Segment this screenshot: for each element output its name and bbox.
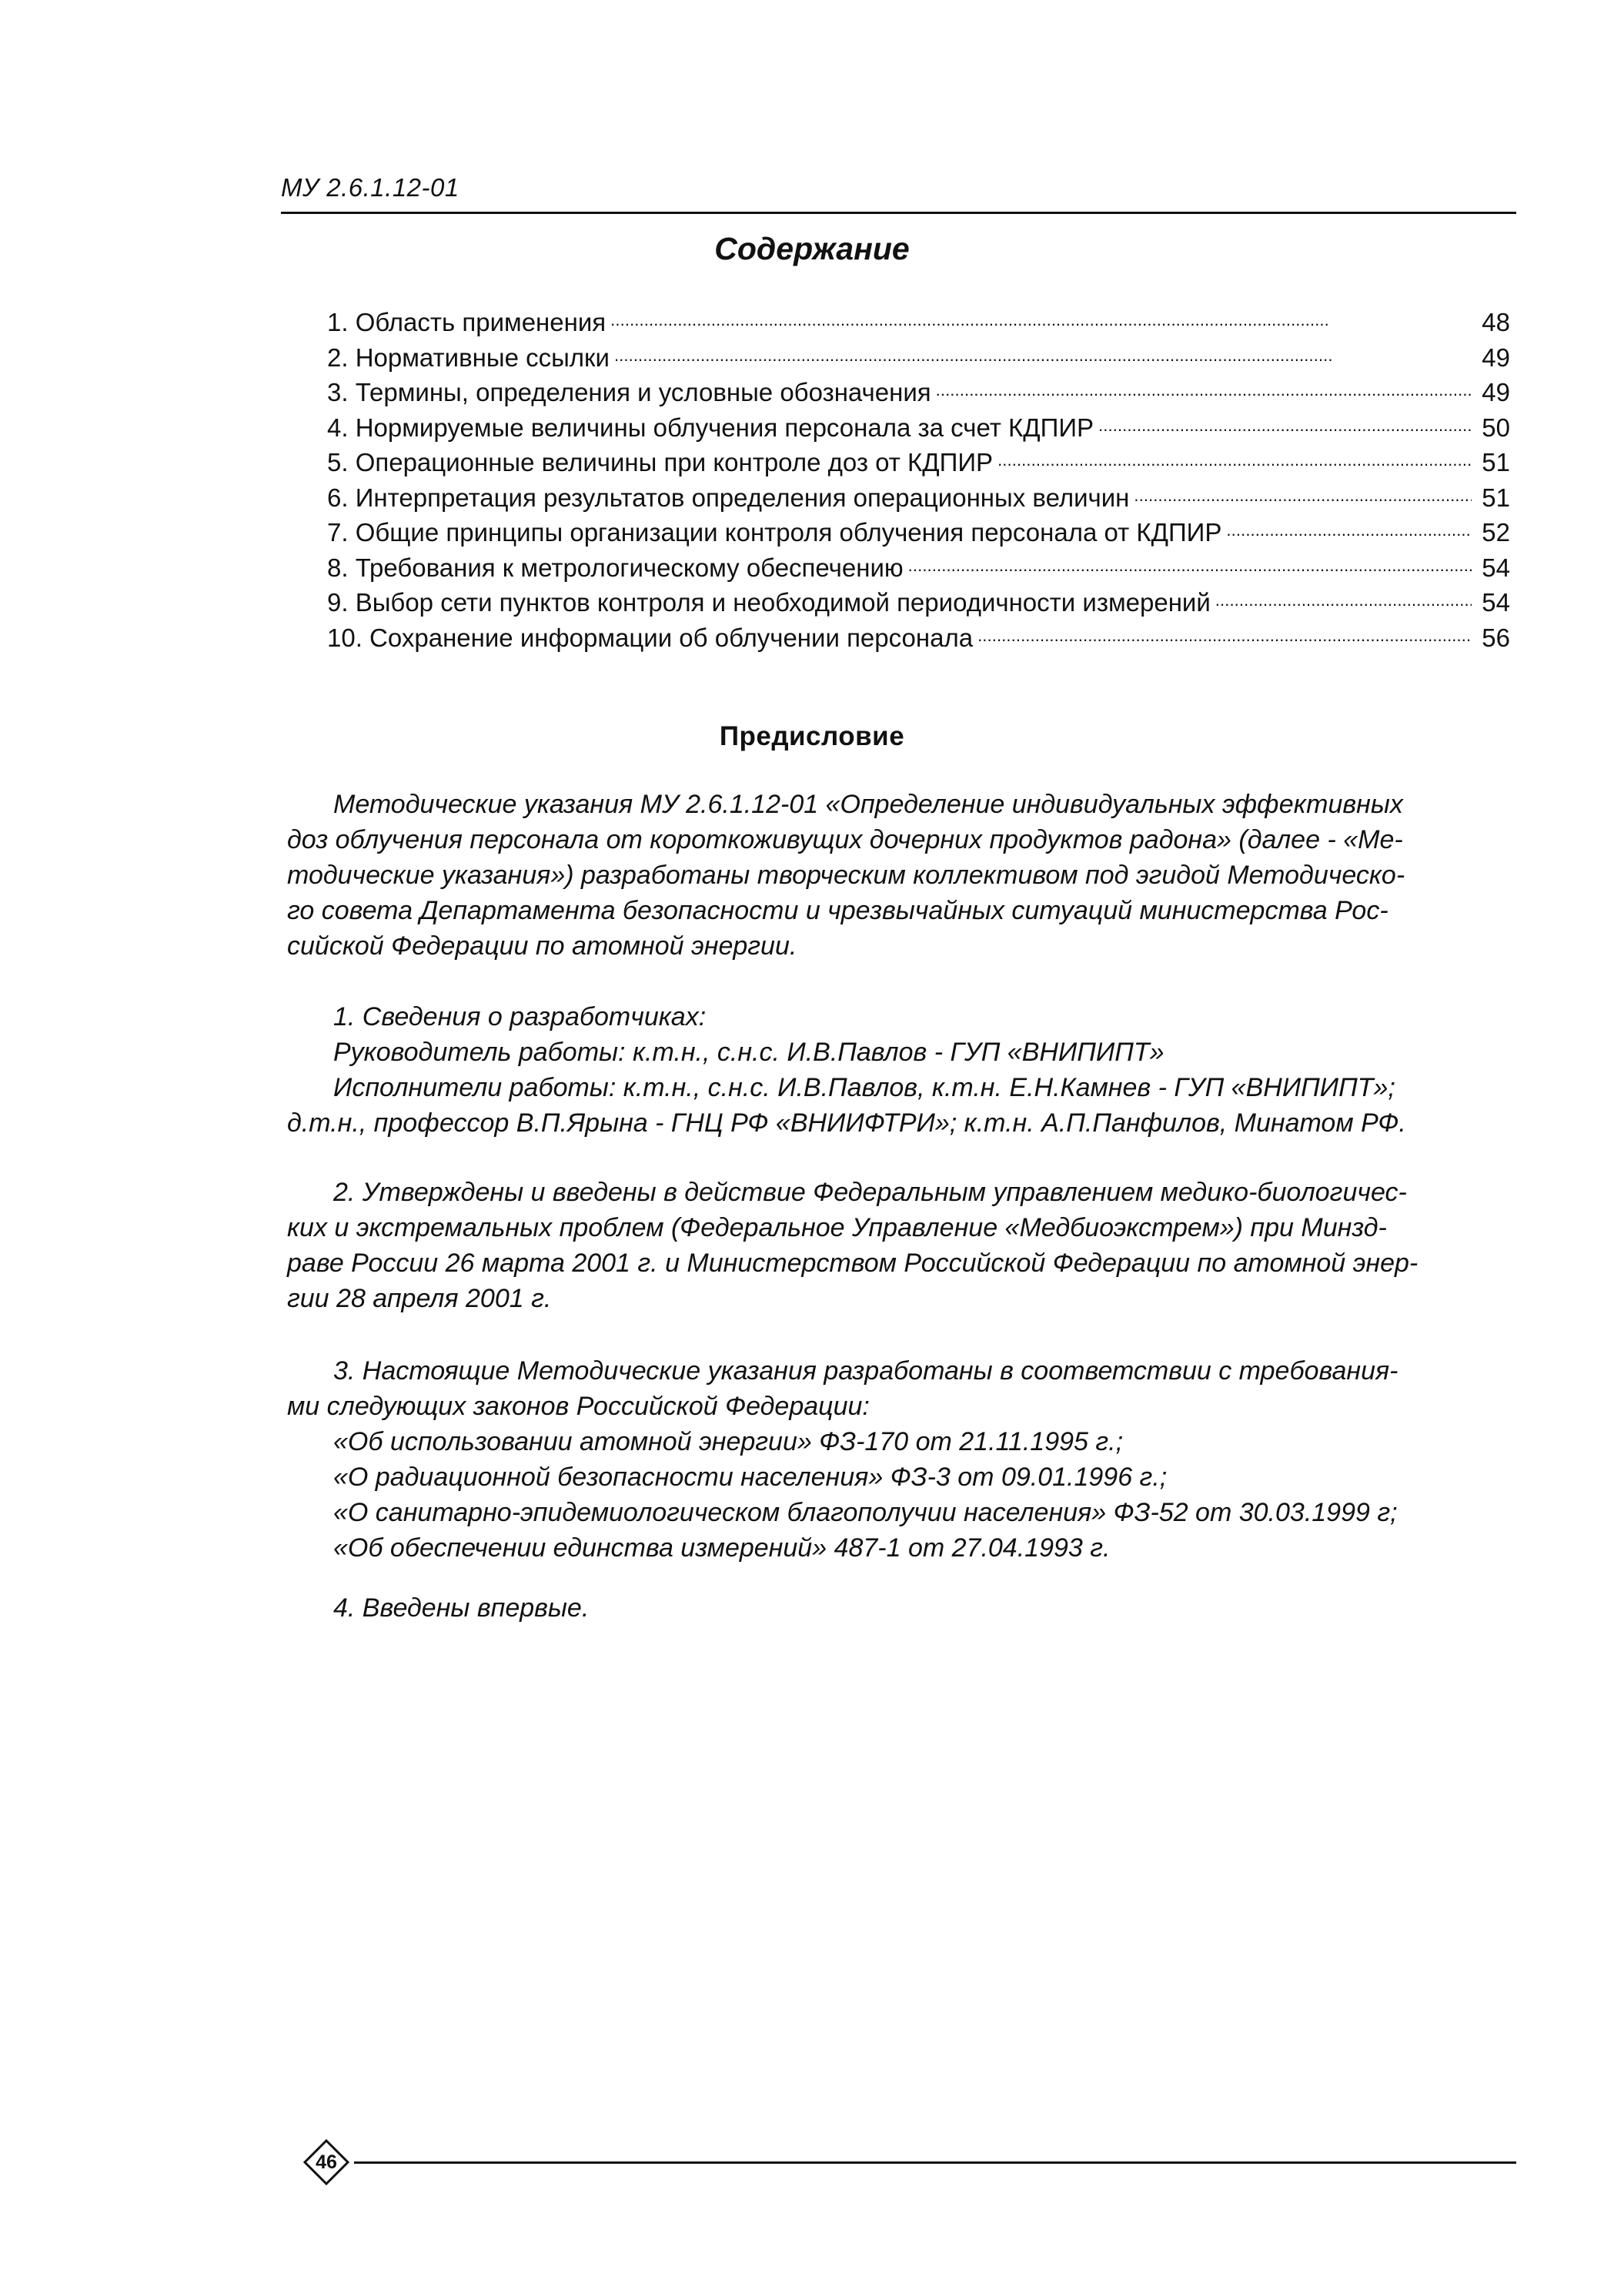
toc-dot-leader (997, 448, 1472, 471)
text-line: ми следующих законов Российской Федерации: (287, 1392, 870, 1421)
page-header (281, 165, 1516, 214)
text-line: 2. Утверждены и введены в действие Федеральным управлением медико-биологичес- (333, 1178, 1407, 1207)
toc-item-label: 6. Интерпретация результатов определения операционных величин (327, 483, 1130, 512)
toc-item-label: 1. Область применения (327, 308, 606, 336)
law-item: «Об использовании атомной энергии» ФЗ-170 от 21.11.1995 г.; (333, 1427, 1124, 1456)
toc-dot-leader (1134, 483, 1472, 506)
toc-item-page: 54 (1482, 588, 1510, 617)
text-line: 4. Введены впервые. (333, 1593, 590, 1623)
text-line: раве России 26 марта 2001 г. и Министерством Российской Федерации по атомной энер- (287, 1249, 1418, 1278)
page-number: 46 (316, 2151, 337, 2173)
toc-item-label: 9. Выбор сети пунктов контроля и необходимой периодичности измерений (327, 588, 1211, 617)
toc-item-label: 5. Операционные величины при контроле доз от КДПИР (327, 448, 994, 476)
toc-dot-leader (1098, 413, 1472, 436)
developers-executors-cont: д.т.н., профессор В.П.Ярына - ГНЦ РФ «ВНИИФТРИ»; к.т.н. А.П.Панфилов, Минатом РФ. (287, 1108, 1406, 1138)
toc-item-page: 49 (1482, 378, 1510, 406)
developers-heading: 1. Сведения о разработчиках: (333, 1002, 707, 1031)
law-item: «О санитарно-эпидемиологическом благополучии населения» ФЗ-52 от 30.03.1999 г; (333, 1498, 1398, 1527)
law-item: «О радиационной безопасности населения» ФЗ-3 от 09.01.1996 г.; (333, 1463, 1168, 1492)
toc-item[interactable] (327, 340, 1510, 376)
toc-item[interactable] (327, 445, 1510, 480)
toc-item-page: 51 (1482, 483, 1510, 512)
toc-item-page: 48 (1482, 308, 1510, 336)
toc-dot-leader (908, 553, 1472, 577)
text-line: ких и экстремальных проблем (Федеральное Управление «Медбиоэкстрем») при Минзд- (287, 1213, 1387, 1242)
preface-approved (287, 1175, 1528, 1316)
law-item: «Об обеспечении единства измерений» 487-1 от 27.04.1993 г. (333, 1533, 1111, 1563)
toc-item-page: 56 (1482, 623, 1510, 652)
preface-first-time (287, 1590, 1528, 1626)
toc-item-page: 49 (1482, 343, 1510, 372)
toc-item[interactable] (327, 620, 1510, 656)
toc-item[interactable] (327, 480, 1510, 516)
text-line: тодические указания») разработаны творческим коллективом под эгидой Методическо- (287, 861, 1405, 890)
toc-item-label: 2. Нормативные ссылки (327, 343, 610, 372)
toc-item[interactable] (327, 305, 1510, 340)
footer-rule (354, 2161, 1516, 2164)
document-code: МУ 2.6.1.12-01 (281, 173, 459, 202)
toc-dot-leader (614, 343, 1472, 366)
toc-item[interactable] (327, 375, 1510, 410)
toc-item-label: 8. Требования к метрологическому обеспечению (327, 553, 904, 582)
toc-item-page: 54 (1482, 553, 1510, 582)
preface-developers (287, 999, 1528, 1141)
toc-item-label: 7. Общие принципы организации контроля облучения персонала от КДПИР (327, 518, 1222, 547)
table-of-contents (327, 305, 1510, 655)
toc-item[interactable] (327, 550, 1510, 586)
developers-lead: Руководитель работы: к.т.н., с.н.с. И.В.Павлов - ГУП «ВНИПИПТ» (333, 1038, 1165, 1067)
text-line: доз облучения персонала от короткоживущих дочерних продуктов радона» (далее - «Ме- (287, 825, 1403, 854)
toc-dot-leader (936, 378, 1472, 401)
toc-dot-leader (1215, 588, 1472, 611)
page-footer (281, 2132, 1516, 2194)
toc-item-page: 52 (1482, 518, 1510, 547)
toc-item-page: 51 (1482, 448, 1510, 476)
text-line: Методические указания МУ 2.6.1.12-01 «Определение индивидуальных эффективных (333, 790, 1403, 819)
text-line: го совета Департамента безопасности и чрезвычайных ситуаций министерства Рос- (287, 896, 1388, 925)
toc-item-label: 10. Сохранение информации об облучении персонала (327, 623, 974, 652)
toc-dot-leader (977, 623, 1472, 647)
toc-item[interactable] (327, 515, 1510, 550)
toc-dot-leader (1226, 518, 1472, 541)
preface-intro (287, 787, 1528, 964)
toc-item[interactable] (327, 585, 1510, 620)
preface-title: Предисловие (719, 721, 905, 751)
text-line: гии 28 апреля 2001 г. (287, 1284, 552, 1313)
text-line: 3. Настоящие Методические указания разработаны в соответствии с требования- (333, 1356, 1398, 1386)
text-line: сийской Федерации по атомной энергии. (287, 931, 797, 961)
toc-item-label: 3. Термины, определения и условные обозначения (327, 378, 931, 406)
toc-item-page: 50 (1482, 413, 1510, 442)
toc-dot-leader (610, 308, 1472, 331)
preface-laws (287, 1353, 1528, 1566)
toc-title: Содержание (714, 231, 910, 266)
toc-item[interactable] (327, 410, 1510, 446)
developers-executors: Исполнители работы: к.т.н., с.н.с. И.В.Павлов, к.т.н. Е.Н.Камнев - ГУП «ВНИПИПТ»; (333, 1073, 1395, 1102)
toc-item-label: 4. Нормируемые величины облучения персонала за счет КДПИР (327, 413, 1094, 442)
